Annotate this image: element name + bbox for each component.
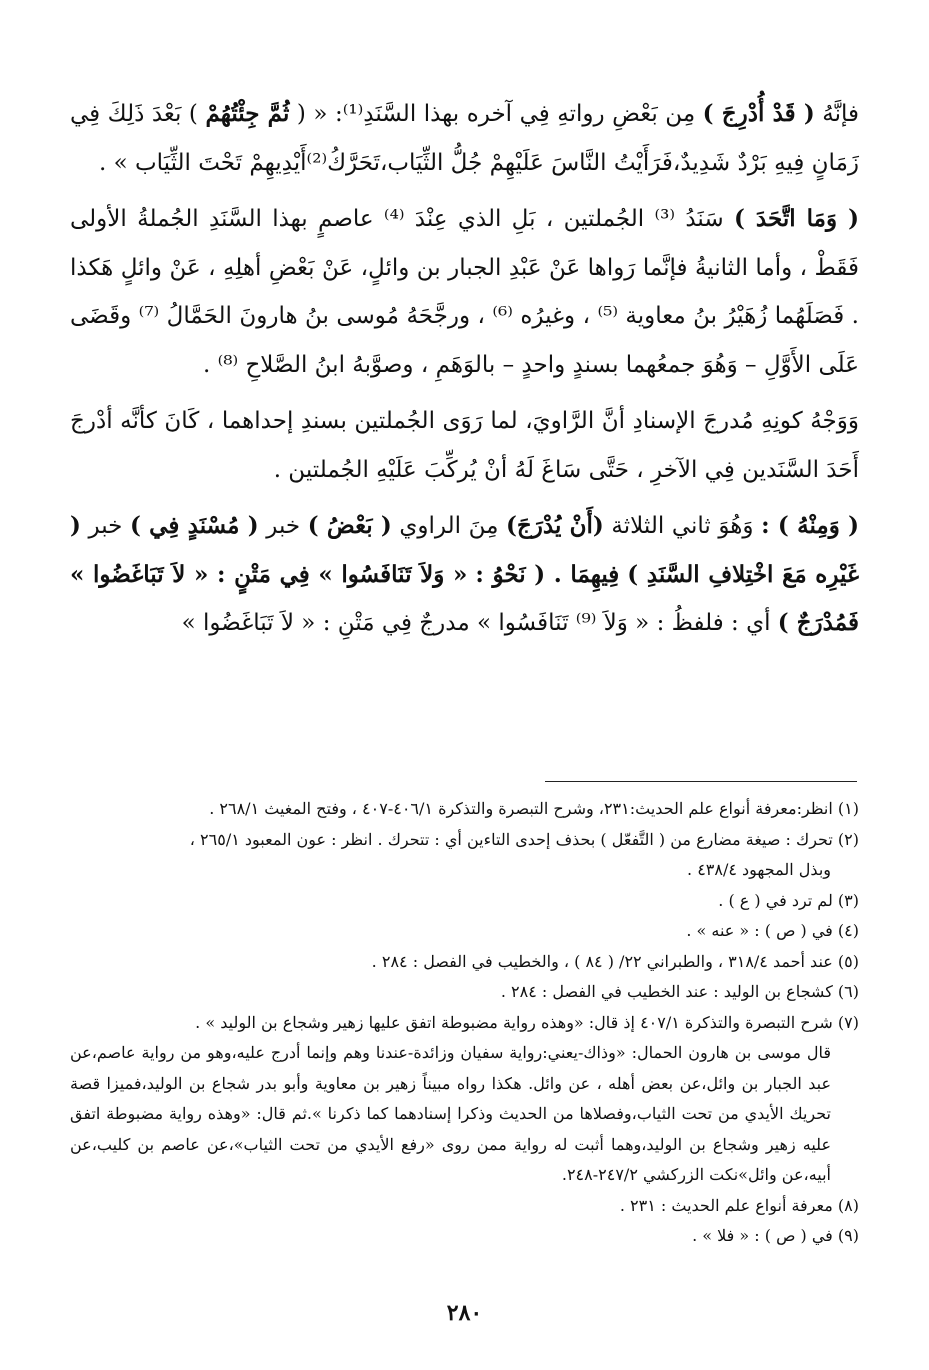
footnote-separator [545, 781, 857, 782]
para4-term-2: (أَنْ يُدْرَجَ) [506, 512, 604, 539]
footnote-6 [70, 977, 859, 1008]
footnote-text: (٩) في ( ص ) : « فلا » . [692, 1226, 859, 1245]
footnote-text: (٤) في ( ص ) : « عنه » . [686, 921, 859, 940]
paragraph-1 [70, 90, 859, 187]
footnote-2 [70, 825, 859, 886]
footnote-9 [70, 1221, 859, 1252]
page-number: ٢٨٠ [446, 1300, 483, 1326]
para4-term-1: ( وَمِنْهُ ) : [761, 512, 859, 539]
para4-term-7: « وَلاَ تَنَافَسُوا » فِي مَتْنٍ : « لاَ تَبَاغَضُوا » فَمُدْرَجٌ ) [70, 560, 859, 636]
footnote-text: (٢) تحرك : صيغة مضارع من ( التَّفعّل ) بحذف إحدى التاءين أي : تتحرك . انظر : عون المعبود ٢٦٥/١ ، [189, 829, 859, 849]
para1-term: ( قَدْ أُدْرِجَ ) [702, 100, 815, 127]
paragraph-3 [70, 397, 859, 494]
footnote-continuation: قال موسى بن هارون الحمال: «وذاك-يعني:رواية سفيان وزائدة-عندنا وهم وإنما أدرج عليه،وهو من رواية عاصم،عن عبد الجبار بن وائل،عن بعض أهله ، عن وائل. هكذا رواه مبيناً زهير بن معاوية وأبو بدر شجاع بن الوليد،فميزا قصة تحريك الأيدي من تحت الثياب،وفصلاها من الحديث وذكرا إسنادهما كما ذكرنا ».ثم قال: «وهذه رواية مضبوطة اتفق عليه زهير وشجاع بن الوليد،وهما أثبت له رواية ممن روى «رفع الأيدي من تحت الثياب»،عن عاصم بن كليب،عن أبيه،عن وائل»نكت الزركشي ٢٤٧/٢-٢٤٨. [70, 1043, 831, 1184]
main-text [70, 90, 859, 648]
para2-text: سَنَدُ ⁽³⁾ الجُملتين ، بَلِ الذي عِنْدَ ⁽⁴⁾ عاصمٍ بهذا السَّنَدِ الجُملةُ الأولى فَقَطْ ، وأما الثانيةُ فإنَّما رَواها عَنْ عَبْدِ الجبار بن وائلٍ، عَنْ بَعْضِ أهلِهِ ، عَنْ وائلٍ هَكذا . فَصَلَهُما زُهَيْرُ بنُ معاوية ⁽⁵⁾ ، وغيرُه ⁽⁶⁾ ، ورجَّحَهُ مُوسى بنُ هارونَ الحَمَّالُ ⁽⁷⁾ وقَضَى عَلَى الأَوَّلِ – وَهُوَ جمعُهما بسندٍ واحدٍ – بالوَهَمِ ، وصوَّبهُ ابنُ الصَّلاحِ ⁽⁸⁾ . [70, 206, 859, 378]
footnote-continuation: وبذل المجهود ٤٣٨/٤ . [687, 860, 831, 879]
paragraph-4 [70, 502, 859, 648]
para4-term-5: ( غَيْرِه مَعَ اخْتِلافِ السَّنَدِ ) [70, 512, 859, 588]
footnotes [70, 794, 859, 1252]
para4-text-3: خبر [266, 513, 301, 539]
para1-quote-lead: ثُمَّ جِئْتُهُمْ [205, 100, 290, 127]
footnote-text: (٧) شرح التبصرة والتذكرة ٤٠٧/١ إذ قال: «وهذه رواية مضبوطة اتفق عليها زهير وشجاع بن الوليد » . [195, 1012, 859, 1032]
footnote-8 [70, 1191, 859, 1222]
footnote-3 [70, 886, 859, 917]
para4-text-5: أي : فلفظُ : « وَلاَ ⁽⁹⁾ تَنَافَسُوا » مدرجٌ فِي مَتْنِ : « لاَ تَبَاغَضُوا » [181, 610, 771, 636]
para4-term-3: ( بَعْضُ ) [307, 512, 392, 539]
para4-text-2: مِنَ الراوي [399, 513, 499, 539]
para1-text2: ) بَعْدَ ذَلِكَ فِي زَمَانٍ فِيهِ بَرْدٌ شَدِيدٌ،فَرَأَيْتُ النَّاسَ عَلَيْهِمْ جُلُّ الثِّيَاب،تَحَرَّكُ⁽²⁾أَيْدِيهِمْ تَحْتَ الثِّيَاب » . [70, 101, 859, 176]
para1-text: مِن بَعْضِ رواتهِ فِي آخره بهذا السَّنَدِ⁽¹⁾: « ( [296, 101, 696, 127]
footnote-7 [70, 1008, 859, 1191]
para1-intro: فإنَّهُ [822, 101, 860, 127]
footnote-text: (٥) عند أحمد ٣١٨/٤ ، والطبراني ٢٢/ ( ٨٤ ) ، والخطيب في الفصل : ٢٨٤ . [371, 951, 859, 971]
para2-term: ( وَمَا اتَّحَدَ ) [734, 205, 860, 232]
footnote-text: (٦) كشجاع بن الوليد : عند الخطيب في الفصل : ٢٨٤ . [500, 982, 859, 1001]
para4-term-4: ( مُسْنَدٍ فِي ) [129, 512, 259, 539]
footnote-text: (٨) معرفة أنواع علم الحديث : ٢٣١ . [619, 1195, 859, 1215]
para4-term-6: فِيهِمَا . ( نَحْوُ : [475, 560, 620, 588]
footnote-1 [70, 794, 859, 825]
footnote-4 [70, 916, 859, 947]
paragraph-2 [70, 195, 859, 389]
footnote-text: (١) انظر:معرفة أنواع علم الحديث:٢٣١، وشرح التبصرة والتذكرة ٤٠٦/١-٤٠٧ ، وفتح المغيث ٢٦٨/١ . [209, 799, 859, 818]
para4-text-4: خبر [88, 513, 123, 539]
para4-text-1: وَهُوَ ثاني الثلاثة [611, 513, 754, 539]
footnote-text: (٣) لم ترد في ( ع ) . [718, 890, 859, 910]
para3-text: وَوَجْهُ كونِهِ مُدرجَ الإسنادِ أنَّ الرَّاويَ، لما رَوَى الجُملتين بسندِ إحداهما ، كَانَ كأنَّه أدْرجَ أَحَدَ السَّنَدين فِي الآخرِ ، حَتَّى سَاغَ لَهُ أنْ يُركِّبَ عَلَيْهِ الجُملتين . [70, 408, 859, 483]
footnote-5 [70, 947, 859, 978]
